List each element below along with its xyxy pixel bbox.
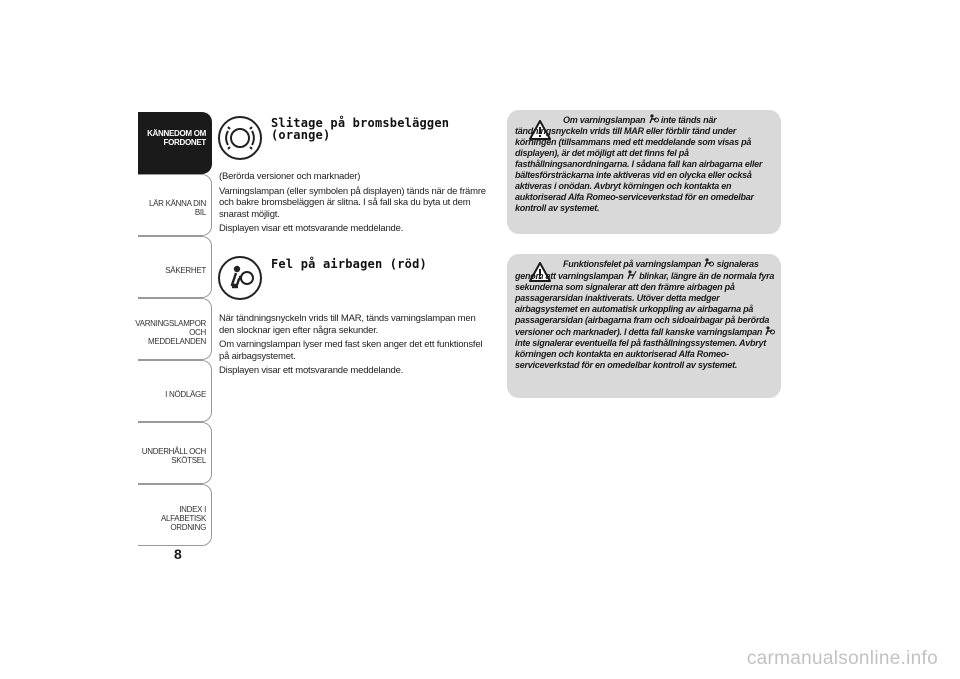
section-body-brake-pads xyxy=(219,171,491,235)
brake-pad-icon xyxy=(218,116,262,160)
paragraph: Displayen visar ett motsvarande meddelande. xyxy=(219,223,404,234)
tab-underhall-och-skotsel[interactable]: UNDERHÅLL OCH SKÖTSEL xyxy=(138,422,212,484)
warning-note-1-text: Om varningslampan inte tänds när tändningsnyckeln vrids till MAR eller förblir tänd under körningen (tillsammans med ett meddelande som visas på displayen), är det möjligt att det finns fel på fasthållningsanordningarna. I sådana fall kan airbagarna eller bältesförsträckarna inte aktiveras vid en olycka eller också aktiveras i onödan. Avbryt körningen och kontakta en auktoriserad Alfa Romeo-serviceverkstad för en omedelbar kontroll av systemet. xyxy=(515,115,763,213)
tab-sakerhet[interactable]: SÄKERHET xyxy=(138,236,212,298)
section-body-airbag xyxy=(219,313,491,377)
warning-note-2 xyxy=(507,254,781,398)
airbag-icon xyxy=(218,256,262,300)
airbag-icon xyxy=(703,258,714,268)
section-heading-brake-pads: Slitage på bromsbeläggen (orange) xyxy=(271,116,450,142)
watermark: carmanualsonline.info xyxy=(746,648,938,669)
paragraph: (Berörda versioner och marknader) xyxy=(219,171,361,182)
tab-varningslampor[interactable]: VARNINGSLAMPOR OCH MEDDELANDEN xyxy=(138,298,212,360)
warning-note-2-text: Funktionsfelet på varningslampan signaleras genom att varningslampan blinkar, längre än de normala fyra sekunderna som signalerar att den främre airbagen på passagerarsidan inaktiverats. Utöver detta medger airbagsystemet en automatisk urkoppling av airbagarna på passagerarsidan (airbagarna fram och sidoairbagar på berörda versioner och marknader). I detta fall kanske varningslampan inte signalerar eventuella fel på fasthållningssystemen. Avbryt körningen och kontakta en auktoriserad Alfa Romeo-serviceverkstad för en omedelbar kontroll av systemet. xyxy=(515,259,775,370)
airbag-icon xyxy=(764,326,775,336)
airbag-icon xyxy=(648,114,659,124)
tab-lar-kanna-din-bil[interactable]: LÄR KÄNNA DIN BIL xyxy=(138,174,212,236)
section-heading-airbag: Fel på airbagen (röd) xyxy=(271,257,427,271)
tab-i-nodlage[interactable]: I NÖDLÄGE xyxy=(138,360,212,422)
paragraph: Om varningslampan lyser med fast sken anger det ett funktionsfel på airbagsystemet. xyxy=(219,339,483,362)
page-number: 8 xyxy=(174,546,182,562)
paragraph: Displayen visar ett motsvarande meddelande. xyxy=(219,365,404,376)
warning-note-1 xyxy=(507,110,781,234)
paragraph: Varningslampan (eller symbolen på displayen) tänds när de främre och bakre bromsbeläggen är slitna. I så fall ska du byta ut dem snarast möjligt. xyxy=(219,185,486,220)
tab-index[interactable]: INDEX I ALFABETISK ORDNING xyxy=(138,484,212,546)
paragraph: När tändningsnyckeln vrids till MAR, tänds varningslampan men den slocknar igen efter några sekunder. xyxy=(219,313,476,336)
passenger-airbag-off-icon xyxy=(626,270,637,280)
tab-kannedom-om-fordonet[interactable]: KÄNNEDOM OM FORDONET xyxy=(138,112,212,174)
